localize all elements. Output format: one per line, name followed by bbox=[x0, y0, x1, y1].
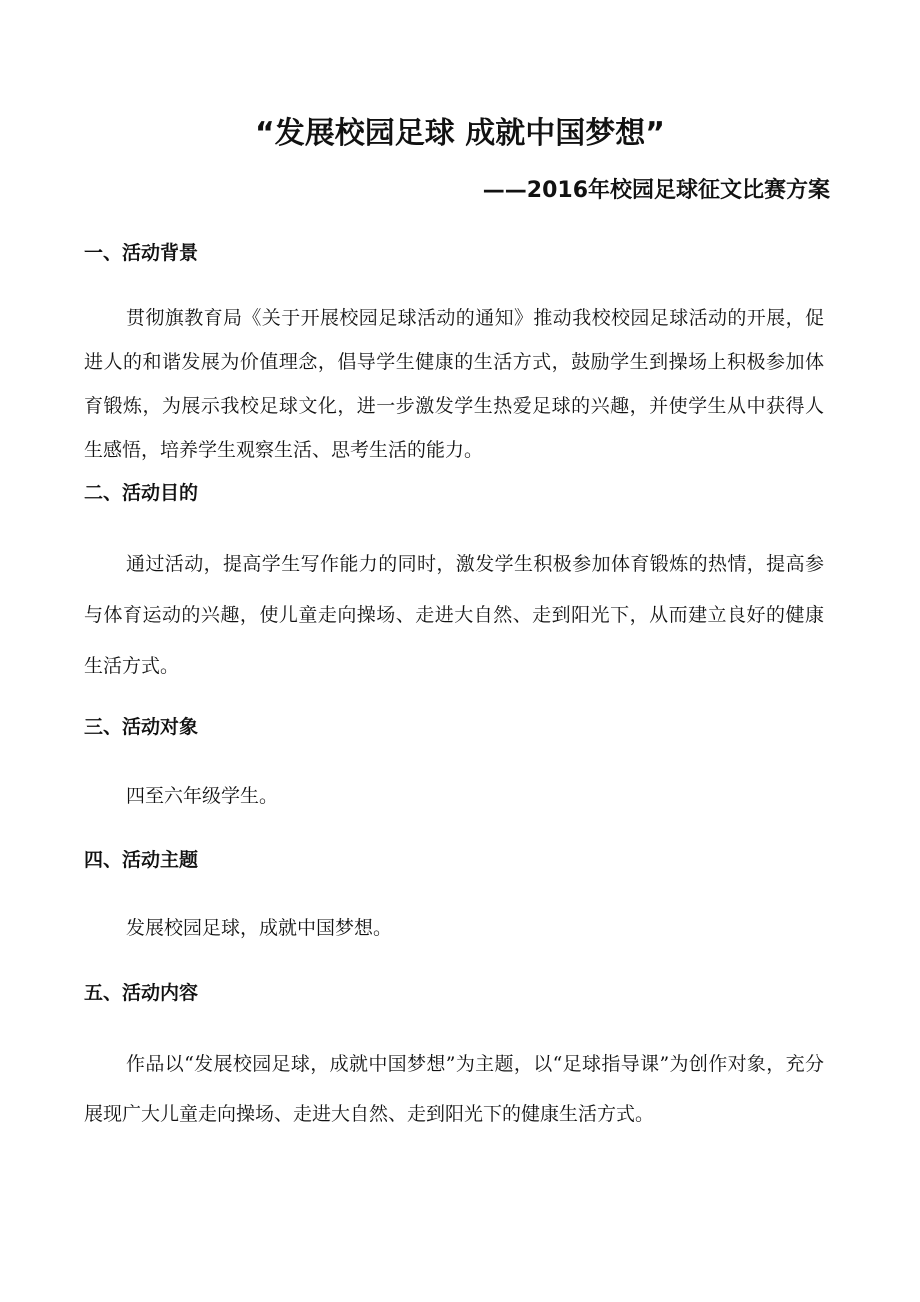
document-title: “发展校园足球 成就中国梦想” bbox=[255, 116, 665, 151]
document-subtitle: ——2016年校园足球征文比赛方案 bbox=[482, 178, 830, 203]
section-heading-participants: 三、活动对象 bbox=[84, 716, 199, 738]
section-heading-theme: 四、活动主题 bbox=[84, 849, 199, 871]
section-heading-purpose: 二、活动目的 bbox=[84, 482, 199, 504]
section-body-purpose: 通过活动，提高学生写作能力的同时，激发学生积极参加体育锻炼的热情，提高参与体育运动的兴趣，使儿童走向操场、走进大自然、走到阳光下，从而建立良好的健康生活方式。 bbox=[84, 553, 824, 677]
section-body-background: 贯彻旗教育局《关于开展校园足球活动的通知》推动我校校园足球活动的开展，促进人的和谐发展为价值理念，倡导学生健康的生活方式，鼓励学生到操场上积极参加体育锻炼，为展示我校足球文化，进一步激发学生热爱足球的兴趣，并使学生从中获得人生感悟，培养学生观察生活、思考生活的能力。 bbox=[84, 307, 824, 461]
section-heading-content: 五、活动内容 bbox=[84, 982, 199, 1004]
section-body-content: 作品以“发展校园足球，成就中国梦想”为主题，以“足球指导课”为创作对象，充分展现广大儿童走向操场、走进大自然、走到阳光下的健康生活方式。 bbox=[84, 1053, 824, 1125]
section-heading-background: 一、活动背景 bbox=[84, 242, 199, 264]
section-body-participants: 四至六年级学生。 bbox=[126, 785, 279, 807]
section-body-theme: 发展校园足球，成就中国梦想。 bbox=[126, 917, 393, 939]
